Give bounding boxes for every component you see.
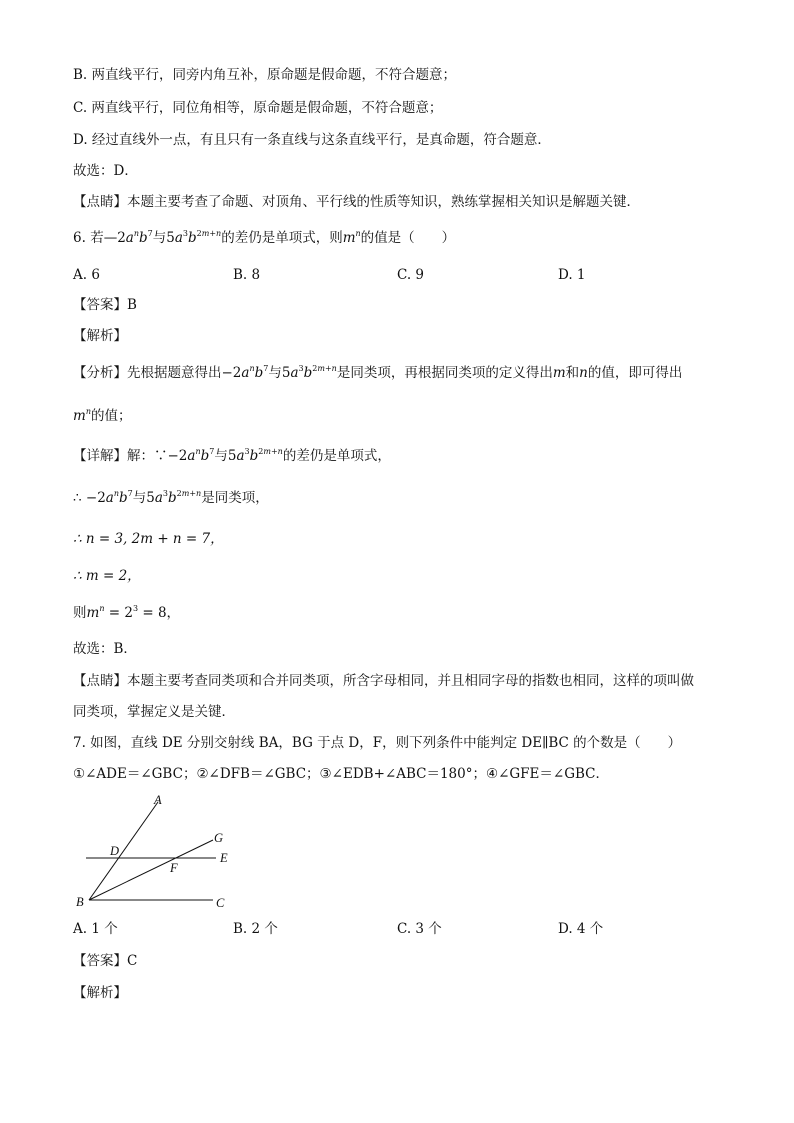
q6-step3: ∴ m = 2， bbox=[73, 568, 141, 584]
ray-ba bbox=[89, 802, 158, 900]
q7-analysis-label: 【解析】 bbox=[73, 985, 127, 1001]
q6-comment-2: 同类项，掌握定义是关键． bbox=[73, 704, 235, 720]
math-term: $5a^3b^{2m+n}$ bbox=[146, 489, 202, 506]
math-var: m bbox=[552, 365, 566, 381]
q6-comment-1: 【点睛】本题主要考查同类项和合并同类项，所含字母相同，并且相同字母的指数也相同，这样的项叫做 bbox=[73, 673, 694, 689]
q6-step4: 则$m^n = 2^3 = 8$， bbox=[73, 604, 181, 621]
label-f: F bbox=[170, 861, 178, 875]
q7-conditions: ①∠ADE＝∠GBC；②∠DFB＝∠GBC；③∠EDB+∠ABC＝180°；④∠GFE＝∠GBC． bbox=[73, 766, 609, 782]
math-term: $5a^3b^{2m+n}$ bbox=[227, 447, 283, 464]
math-var: n bbox=[579, 365, 588, 381]
math-term: $5a^3b^{2m+n}$ bbox=[166, 229, 222, 246]
q7-option-a: A. 1 个 bbox=[73, 921, 118, 937]
prev-choice: 故选：D． bbox=[73, 163, 138, 179]
q6-option-d: D. 1 bbox=[558, 267, 586, 283]
q6-option-c: C. 9 bbox=[397, 267, 425, 283]
q7-option-d: D. 4 个 bbox=[558, 921, 604, 937]
q7-option-b: B. 2 个 bbox=[233, 921, 278, 937]
math-term: $-2a^nb^7$ bbox=[167, 447, 215, 464]
math-term: $-2a^nb^7$ bbox=[221, 364, 269, 381]
ray-bg bbox=[89, 840, 213, 900]
prev-comment: 【点睛】本题主要考查了命题、对顶角、平行线的性质等知识，熟练掌握相关知识是解题关键． bbox=[73, 194, 640, 210]
q6-step2: ∴ n = 3, 2m + n = 7， bbox=[73, 531, 224, 547]
geometry-figure bbox=[70, 792, 250, 912]
prev-option-b: B. 两直线平行，同旁内角互补，原命题是假命题，不符合题意； bbox=[73, 67, 457, 83]
label-e: E bbox=[220, 851, 228, 865]
q6-analysis-label: 【解析】 bbox=[73, 328, 127, 344]
math-term: $m^n = 2^3 = 8$ bbox=[86, 604, 167, 621]
q6-stem: 6. 若$—2a^nb^7$与$5a^3b^{2m+n}$的差仍是单项式，则$m^n$的值是（ ） bbox=[73, 229, 456, 246]
label-a: A bbox=[154, 793, 162, 807]
q7-answer: 【答案】C bbox=[73, 953, 138, 969]
label-b: B bbox=[76, 895, 84, 909]
q6-option-a: A. 6 bbox=[73, 267, 100, 283]
math-term: $m^n$ bbox=[73, 407, 91, 424]
label-c: C bbox=[216, 896, 225, 910]
q6-answer: 【答案】B bbox=[73, 297, 137, 313]
q6-fenxi-cont: $m^n$的值； bbox=[73, 407, 132, 424]
prev-option-c: C. 两直线平行，同位角相等，原命题是假命题，不符合题意； bbox=[73, 100, 443, 116]
q6-detail: 【详解】解：$\because-2a^nb^7$与$5a^3b^{2m+n}$的差仍是单项式， bbox=[73, 447, 391, 464]
label-d: D bbox=[110, 844, 120, 858]
q6-choice: 故选：B． bbox=[73, 641, 137, 657]
math-term: $m^n$ bbox=[342, 229, 361, 246]
q6-fenxi: 【分析】先根据题意得出$-2a^nb^7$与$5a^3b^{2m+n}$是同类项，再根据同类项的定义得出m和n的值，即可得出 bbox=[73, 364, 683, 381]
q6-step1: ∴ $-2a^nb^7$与$5a^3b^{2m+n}$是同类项， bbox=[73, 489, 269, 506]
prev-option-d: D. 经过直线外一点，有且只有一条直线与这条直线平行，是真命题，符合题意． bbox=[73, 132, 551, 148]
q7-stem: 7. 如图，直线 DE 分别交射线 BA，BG 于点 D，F，则下列条件中能判定 DE∥BC 的个数是（ ） bbox=[73, 735, 682, 751]
q6-option-b: B. 8 bbox=[233, 267, 261, 283]
q7-option-c: C. 3 个 bbox=[397, 921, 442, 937]
label-g: G bbox=[214, 831, 224, 845]
math-term: $5a^3b^{2m+n}$ bbox=[281, 364, 337, 381]
math-term: ∴ $-2a^nb^7$ bbox=[73, 489, 133, 506]
math-term: $—2a^nb^7$ bbox=[103, 229, 153, 246]
